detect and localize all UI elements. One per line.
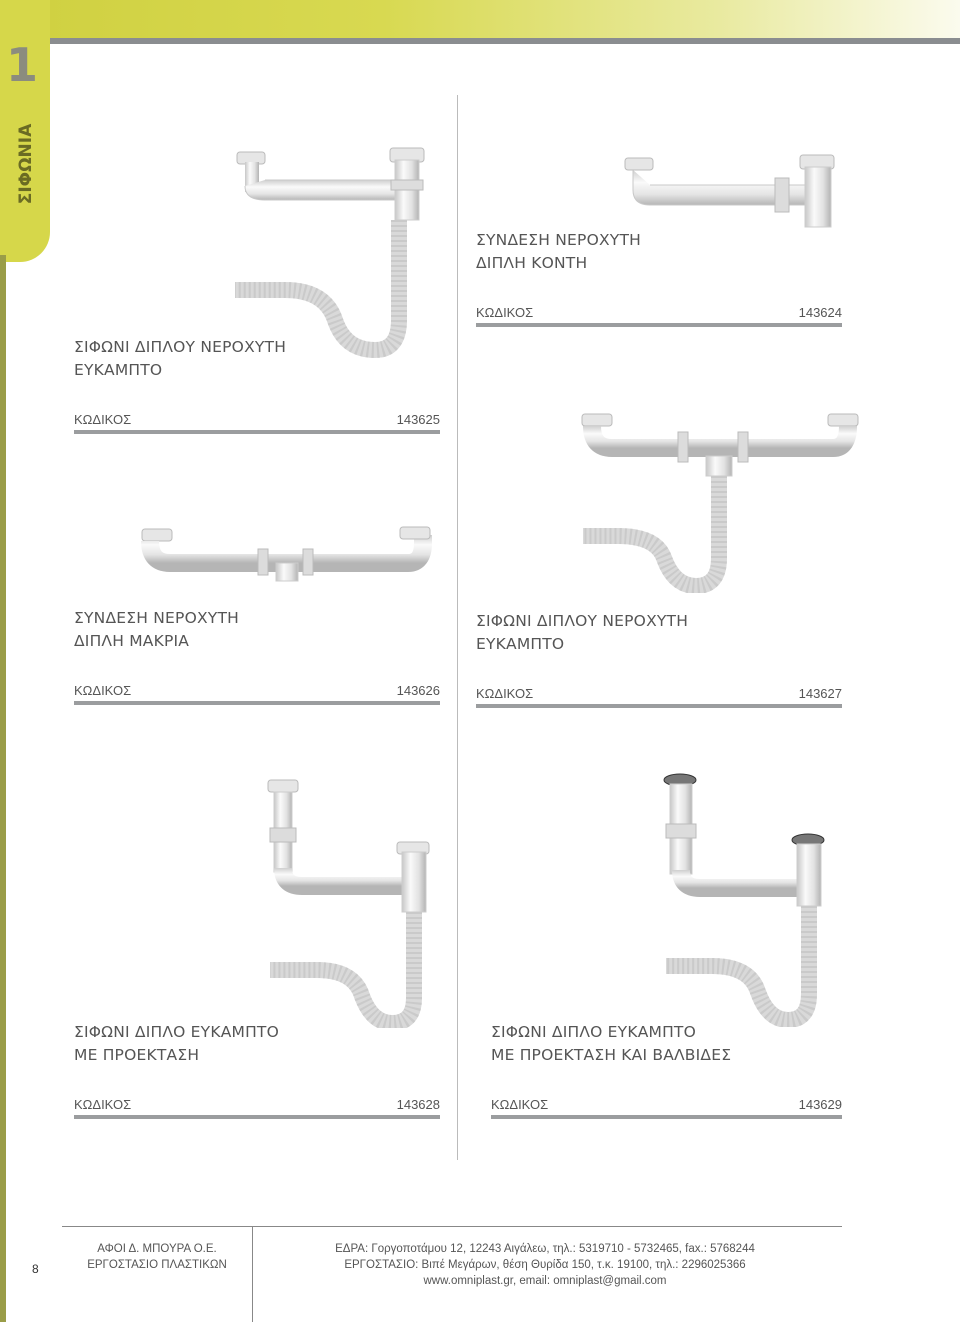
product-photo-143624 [615,150,845,235]
code-value: 143627 [798,686,842,701]
code-value: 143629 [798,1097,842,1112]
product-title [476,610,688,656]
product-title-line2: ΕΥΚΑΜΠΤΟ [476,635,565,653]
product-title-line1: ΣΙΦΩΝΙ ΔΙΠΛΟ ΕΥΚΑΜΠΤΟ [491,1023,696,1041]
footer-company [62,1241,252,1273]
code-value: 143625 [396,412,440,427]
product-title-line2: ΔΙΠΛΗ ΚΟΝΤΗ [476,254,588,272]
product-code-row [74,683,440,705]
product-title [74,607,239,653]
product-photo-143628 [262,778,442,1028]
code-underline [74,701,440,705]
code-label: ΚΩΔΙΚΟΣ [74,1097,132,1112]
top-accent-bar [0,0,960,40]
code-value: 143624 [798,305,842,320]
product-photo-143627 [578,408,863,593]
chapter-number: 1 [6,38,39,92]
code-underline [476,704,842,708]
contact-web-email: www.omniplast.gr, email: omniplast@gmail.com [423,1275,667,1287]
product-title-line1: ΣΥΝΔΕΣΗ ΝΕΡΟΧΥΤΗ [476,231,641,249]
product-code-row [74,412,440,434]
product-code-row [476,686,842,708]
code-label: ΚΩΔΙΚΟΣ [491,1097,549,1112]
product-title [74,336,286,382]
footer-contact [300,1241,790,1289]
product-title-line2: ΕΥΚΑΜΠΤΟ [74,361,163,379]
code-underline [491,1115,842,1119]
code-underline [74,1115,440,1119]
product-title [476,229,641,275]
product-title-line1: ΣΙΦΩΝΙ ΔΙΠΛΟ ΕΥΚΑΜΠΤΟ [74,1023,279,1041]
page-number: 8 [32,1262,39,1276]
code-label: ΚΩΔΙΚΟΣ [74,683,132,698]
product-code-row [476,305,842,327]
footer-divider [252,1226,253,1322]
code-value: 143626 [396,683,440,698]
code-value: 143628 [396,1097,440,1112]
code-label: ΚΩΔΙΚΟΣ [74,412,132,427]
product-title-line2: ΜΕ ΠΡΟΕΚΤΑΣΗ [74,1046,200,1064]
chapter-title: ΣΙΦΩΝΙΑ [16,123,36,205]
product-title-line1: ΣΙΦΩΝΙ ΔΙΠΛΟΥ ΝΕΡΟΧΥΤΗ [74,338,287,356]
footer-rule [62,1226,842,1227]
product-title-line2: ΜΕ ΠΡΟΕΚΤΑΣΗ ΚΑΙ ΒΑΛΒΙΔΕΣ [491,1046,732,1064]
code-underline [74,430,440,434]
code-underline [476,323,842,327]
product-title-line2: ΔΙΠΛΗ ΜΑΚΡΙΑ [74,632,190,650]
product-code-row [491,1097,842,1119]
contact-address-factory: ΕΡΓΟΣΤΑΣΙΟ: Βιπέ Μεγάρων, θέση Θυρίδα 150, τ.κ. 19100, τηλ.: 2296025366 [344,1259,746,1271]
product-code-row [74,1097,440,1119]
company-name: ΑΦΟΙ Δ. ΜΠΟΥΡΑ Ο.Ε. [97,1243,217,1255]
sidebar-stem [0,255,6,1322]
product-title [491,1021,731,1067]
product-photo-143626 [138,525,433,585]
product-title [74,1021,279,1067]
product-photo-143629 [660,772,840,1027]
company-subtitle: ΕΡΓΟΣΤΑΣΙΟ ΠΛΑΣΤΙΚΩΝ [87,1259,227,1271]
column-divider [457,95,458,1160]
header-rule [50,38,960,44]
code-label: ΚΩΔΙΚΟΣ [476,686,534,701]
product-title-line1: ΣΙΦΩΝΙ ΔΙΠΛΟΥ ΝΕΡΟΧΥΤΗ [476,612,689,630]
code-label: ΚΩΔΙΚΟΣ [476,305,534,320]
product-title-line1: ΣΥΝΔΕΣΗ ΝΕΡΟΧΥΤΗ [74,609,239,627]
chapter-tab [0,0,50,262]
contact-address-hq: ΕΔΡΑ: Γοργοποτάμου 12, 12243 Αιγάλεω, τηλ.: 5319710 - 5732465, fax.: 5768244 [335,1243,755,1255]
